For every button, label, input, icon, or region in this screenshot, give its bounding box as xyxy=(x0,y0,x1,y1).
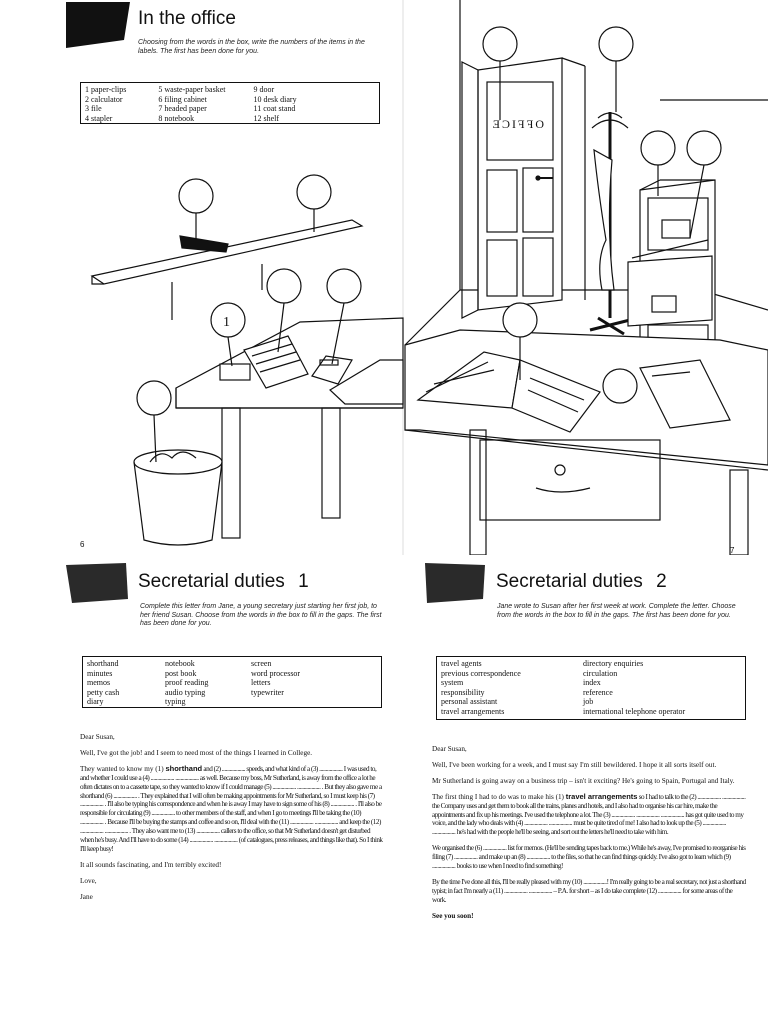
word-item: 2 calculator xyxy=(85,94,123,104)
letter2-example-answer: travel arrangements xyxy=(565,791,638,801)
duties2-word-col-1 xyxy=(441,659,583,716)
word-item: travel agents xyxy=(441,659,482,668)
word-item: circulation xyxy=(583,668,618,678)
letter2-salutation: Dear Susan, xyxy=(432,745,467,753)
door-illustration xyxy=(462,58,585,318)
word-item: previous correspondence xyxy=(441,668,521,678)
letter1-paragraph-2 xyxy=(80,765,384,854)
word-item: 4 stapler xyxy=(85,113,113,123)
label-circle-desk-diary xyxy=(503,303,537,337)
letter2-closing: See you soon! xyxy=(432,911,474,920)
waste-basket-illustration xyxy=(134,450,222,545)
label-circle-cabinet xyxy=(641,131,675,165)
word-item: directory enquiries xyxy=(583,659,644,668)
label-circle-coat-stand xyxy=(599,27,633,61)
letter2-paragraph-2: Mr Sutherland is going away on a business trip – isn't it exciting? He's going to Spain, Portugal and Italy. xyxy=(432,776,735,785)
duties1-title-text: Secretarial duties xyxy=(138,571,285,592)
letter1-example-answer: shorthand xyxy=(165,763,203,773)
duties2-letter xyxy=(432,745,746,928)
word-item: shorthand xyxy=(87,659,119,668)
word-item: 10 desk diary xyxy=(253,94,297,104)
word-item: diary xyxy=(87,697,104,706)
word-item: system xyxy=(441,678,464,687)
word-item: audio typing xyxy=(165,687,206,697)
word-item: 1 paper-clips xyxy=(85,85,127,94)
word-item: responsibility xyxy=(441,687,485,697)
letter2-p3-start: The first thing I had to do was to make his (1) xyxy=(432,792,566,801)
duties-spread xyxy=(0,555,768,1024)
letter1-signature: Jane xyxy=(80,892,93,901)
letter1-p2-rest: and (2) .................. speeds, and what kind of a (3) .................. I was used to, and whether I could use a (4) .................. .................. as well. Because my boss, Mr Sutherland, is away from the office a lot he often dictates on to a cassette tape, so they wanted to know if I could manage (5) .................. .................. . But they also gave me a shorthand (6) .................. . They explained that I will often be making appointments for Mr Sutherland, so I must keep his (7) .................. . I'll also be typing his correspondence and when he is away I may have to sign some of his (8) .................. . I'll also be responsible for circulating (9) .................. to other members of the staff, and when I go to meetings I'll be taking the (10) .................. . Because I'll be buying the stamps and coffee and so on, I'll deal with the (11) .................. .................. and keep the (12) .................. .................. . They also want me to (13) .................. callers to the office, so that Mr Sutherland doesn't get disturbed when he's busy. And I'll have to do some (14) .................. .................. (of catalogues, press releases, and things like that). So I think I'll keep busy! xyxy=(80,764,383,853)
duties1-word-col-3 xyxy=(251,659,306,707)
letter2-paragraph-1: Well, I've been working for a week, and I must say I'm still bewildered. I hope it all sorts itself out. xyxy=(432,760,717,769)
word-item: minutes xyxy=(87,668,113,678)
word-item: 12 shelf xyxy=(253,113,280,123)
letter1-p2-start: They wanted to know my (1) xyxy=(80,764,166,773)
label-circle-door xyxy=(483,27,517,61)
letter1-salutation: Dear Susan, xyxy=(80,733,115,741)
office-instructions: Choosing from the words in the box, write the numbers of the items in the labels. The first has been done for you. xyxy=(138,39,365,55)
word-item: notebook xyxy=(165,659,195,668)
coat-stand-illustration xyxy=(590,112,630,334)
duties1-title xyxy=(138,571,309,593)
letter2-paragraph-4: We organised the (6) .................. list for memos. (He'll be sending tapes back to me.) While he's away, I've promised to reorganise his filing (7) .................. and make up an (8) .................. to the files, so that he can find things quickly. I've also got to learn which (9) .................. books to use when I need to find something! xyxy=(432,844,746,871)
duties1-tab-marker xyxy=(66,563,128,603)
word-item: word processor xyxy=(251,668,301,678)
duties1-word-col-2 xyxy=(165,659,251,707)
word-item: 6 filing cabinet xyxy=(158,94,207,104)
duties2-tab-marker xyxy=(425,563,485,603)
label-circle-shelf xyxy=(297,175,331,209)
desk-right-illustration xyxy=(405,330,768,555)
word-item: proof reading xyxy=(165,678,209,687)
door-sign: OFFICE xyxy=(490,117,544,131)
duties2-title-text: Secretarial duties xyxy=(496,571,643,592)
page-number-right: 7 xyxy=(730,546,735,555)
page-number-left: 6 xyxy=(80,540,85,549)
duties1-instructions: Complete this letter from Jane, a young secretary just starting her first job, to her friend Susan. Choose from the words in the box to fill in the gaps. The first has been done for you. xyxy=(140,603,382,627)
word-item: 11 coat stand xyxy=(253,104,296,113)
duties2-instructions: Jane wrote to Susan after her first week at work. Complete the letter. Choose from the words in the box to fill in the gaps. The first has been done for you. xyxy=(497,603,736,619)
duties2-title-number: 2 xyxy=(656,571,667,592)
word-item: 9 door xyxy=(253,85,275,94)
word-item: travel arrangements xyxy=(441,706,505,716)
letter1-closing: Love, xyxy=(80,876,97,885)
letter2-p3-rest: so I had to talk to the (2) .................. .................. the Company uses and get them to book all the trains, planes and hotels, and I also had to organise his car hire, make the appointments and fix up his meetings. I've used the telephone a lot. The (3) .................. .................. .................. has got quite used to my voice, and the lady who deals with (4) .................. .................. must be quite tired of me! I also had to look up the (5) .................. .................. he's had with the people he'll be seeing, and sort out the letters he'll need to take with him. xyxy=(432,792,746,837)
desk-left-illustration xyxy=(176,318,403,538)
letter2-paragraph-5: By the time I've done all this, I'll be really pleased with my (10) ..................! I'm really going to be a real secretary, not just a shorthand typist; in fact I'm nearly a (11) .................. .................. – P.A. for short – as I do take complete (12) .................. for some areas of the work. xyxy=(432,877,746,904)
letter1-paragraph-1: Well, I've got the job! and I seem to need most of the things I learned in College. xyxy=(80,748,313,757)
label-example-number: 1 xyxy=(223,315,230,330)
duties2-title xyxy=(496,571,667,593)
label-circle-calculator xyxy=(327,269,361,303)
office-title: In the office xyxy=(138,8,236,29)
label-circle-waste-basket xyxy=(137,381,171,415)
word-item: 3 file xyxy=(85,104,102,113)
duties1-word-col-1 xyxy=(87,659,165,707)
word-item: typewriter xyxy=(251,687,284,697)
word-item: screen xyxy=(251,659,272,668)
label-circle-notebook xyxy=(267,269,301,303)
letter1-paragraph-3: It all sounds fascinating, and I'm terribly excited! xyxy=(80,860,222,869)
letter2-paragraph-3 xyxy=(432,793,746,838)
word-item: letters xyxy=(251,678,271,687)
label-circle-shelf-stapler xyxy=(179,179,213,213)
duties1-title-number: 1 xyxy=(298,571,309,592)
duties1-word-box xyxy=(82,656,382,708)
duties2-word-box xyxy=(436,656,746,720)
word-item: memos xyxy=(87,678,111,687)
word-item: post book xyxy=(165,668,197,678)
word-item: job xyxy=(583,697,594,706)
word-item: typing xyxy=(165,697,186,706)
word-item: index xyxy=(583,678,601,687)
label-circle-file xyxy=(603,369,637,403)
word-item: petty cash xyxy=(87,687,120,697)
duties2-word-col-2 xyxy=(583,659,691,716)
word-item: 7 headed paper xyxy=(158,104,207,113)
word-item: 5 waste-paper basket xyxy=(158,85,226,94)
label-circle-file-drawer xyxy=(687,131,721,165)
word-item: international telephone operator xyxy=(583,706,686,716)
word-item: 8 notebook xyxy=(158,113,195,123)
word-item: personal assistant xyxy=(441,697,498,706)
word-item: reference xyxy=(583,687,613,697)
duties1-letter xyxy=(80,733,384,909)
filing-cabinet-illustration xyxy=(628,180,715,350)
